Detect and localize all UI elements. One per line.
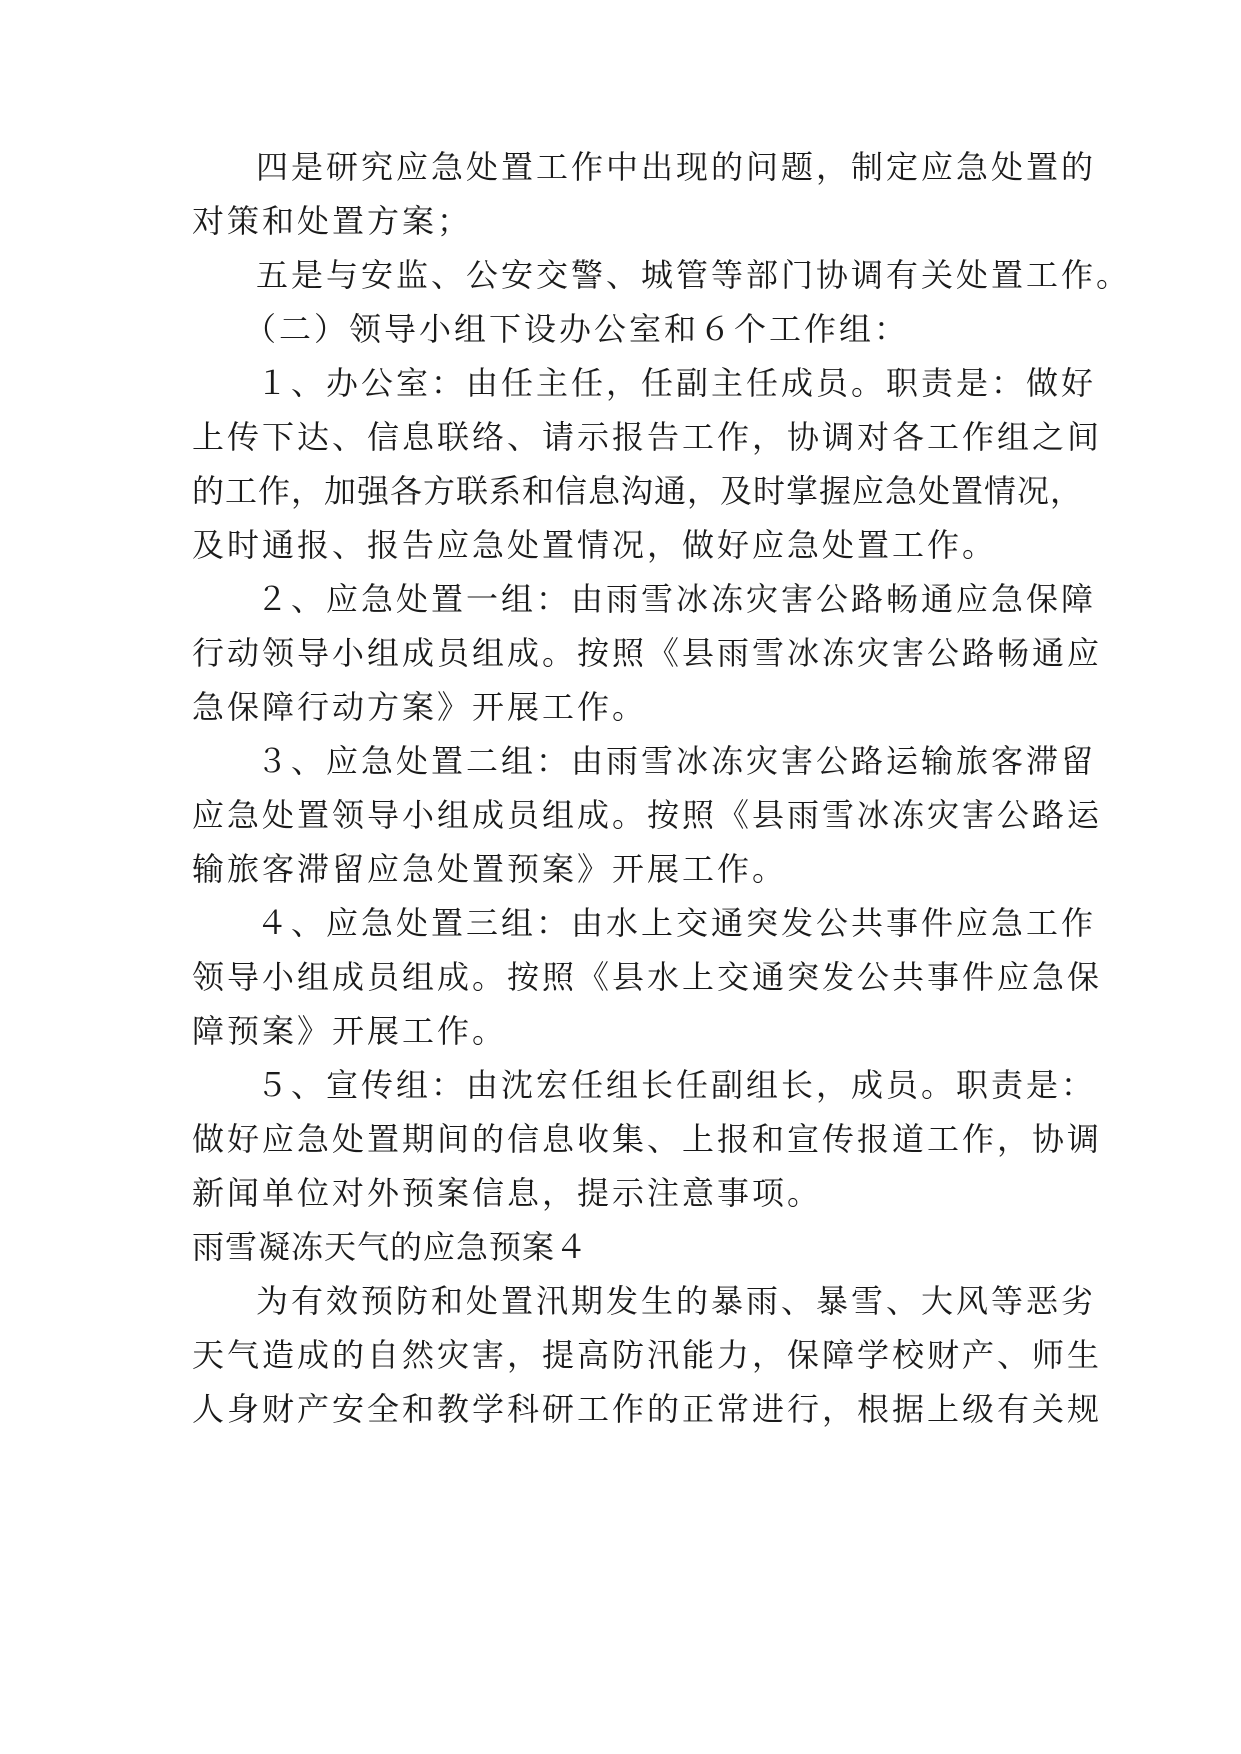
paragraph-line: 急保障行动方案》开展工作。 xyxy=(192,688,648,726)
paragraph-line: 人身财产安全和教学科研工作的正常进行，根据上级有关规 xyxy=(192,1390,1103,1428)
paragraph-line: ４、应急处置三组：由水上交通突发公共事件应急工作 xyxy=(256,904,1097,942)
paragraph-line: 障预案》开展工作。 xyxy=(192,1012,508,1050)
paragraph-line: 应急处置领导小组成员组成。按照《县雨雪冰冻灾害公路运 xyxy=(192,796,1103,834)
paragraph-line: 四是研究应急处置工作中出现的问题，制定应急处置的 xyxy=(256,148,1097,186)
paragraph-line: ５、宣传组：由沈宏任组长任副组长，成员。职责是： xyxy=(256,1066,1097,1104)
paragraph-line: 领导小组成员组成。按照《县水上交通突发公共事件应急保 xyxy=(192,958,1103,996)
paragraph-line: 及时通报、报告应急处置情况，做好应急处置工作。 xyxy=(192,526,998,564)
paragraph-line: 五是与安监、公安交警、城管等部门协调有关处置工作。 xyxy=(256,256,1132,294)
paragraph-line: 对策和处置方案； xyxy=(192,202,473,240)
paragraph-line: 的工作，加强各方联系和信息沟通，及时掌握应急处置情况， xyxy=(192,472,1084,510)
paragraph-line: 输旅客滞留应急处置预案》开展工作。 xyxy=(192,850,788,888)
section-heading: （二）领导小组下设办公室和６个工作组： xyxy=(244,310,910,348)
paragraph-line: ３、应急处置二组：由雨雪冰冻灾害公路运输旅客滞留 xyxy=(256,742,1097,780)
paragraph-line: 行动领导小组成员组成。按照《县雨雪冰冻灾害公路畅通应 xyxy=(192,634,1103,672)
paragraph-line: 上传下达、信息联络、请示报告工作，协调对各工作组之间 xyxy=(192,418,1103,456)
paragraph-line: １、办公室：由任主任，任副主任成员。职责是：做好 xyxy=(256,364,1097,402)
paragraph-line: 天气造成的自然灾害，提高防汛能力，保障学校财产、师生 xyxy=(192,1336,1103,1374)
section-title: 雨雪凝冻天气的应急预案４ xyxy=(192,1228,589,1266)
paragraph-line: 做好应急处置期间的信息收集、上报和宣传报道工作，协调 xyxy=(192,1120,1103,1158)
paragraph-line: 为有效预防和处置汛期发生的暴雨、暴雪、大风等恶劣 xyxy=(256,1282,1097,1320)
paragraph-line: ２、应急处置一组：由雨雪冰冻灾害公路畅通应急保障 xyxy=(256,580,1097,618)
paragraph-line: 新闻单位对外预案信息，提示注意事项。 xyxy=(192,1174,823,1212)
